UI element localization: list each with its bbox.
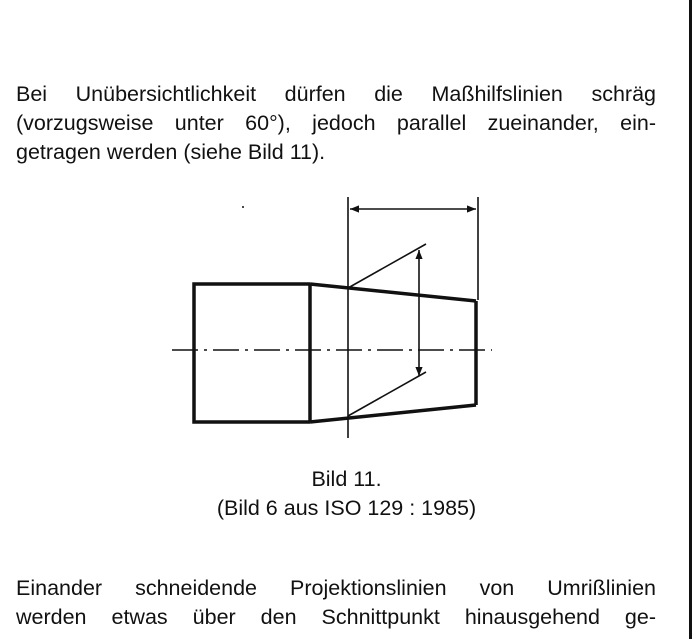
figure-caption-title: Bild 11. [311, 467, 382, 491]
stray-dot [242, 206, 244, 208]
paragraph-line: Bei Unübersichtlichkeit dürfen die Maßhilfslinien schräg [16, 82, 656, 106]
paragraph-line: (vorzugsweise unter 60°), jedoch parallel zueinander, ein- [16, 111, 656, 135]
paragraph-line: Einander schneidende Projektionslinien von Umrißlinien [16, 576, 656, 600]
body-paragraph-projection-lines [16, 574, 656, 632]
oblique-extension-line-bottom [348, 372, 426, 416]
taper-top-edge [310, 284, 476, 301]
taper-bottom-edge [310, 405, 476, 422]
paragraph-line: getragen werden (siehe Bild 11). [16, 140, 326, 164]
paragraph-line: werden etwas über den Schnittpunkt hinausgehend ge- [16, 605, 656, 629]
body-paragraph-oblique-extension-lines [16, 80, 656, 167]
technical-drawing-bild-11 [0, 180, 693, 450]
cylinder-outline [194, 284, 310, 422]
figure-caption-source: (Bild 6 aus ISO 129 : 1985) [216, 496, 477, 520]
oblique-extension-line-top [348, 244, 426, 288]
